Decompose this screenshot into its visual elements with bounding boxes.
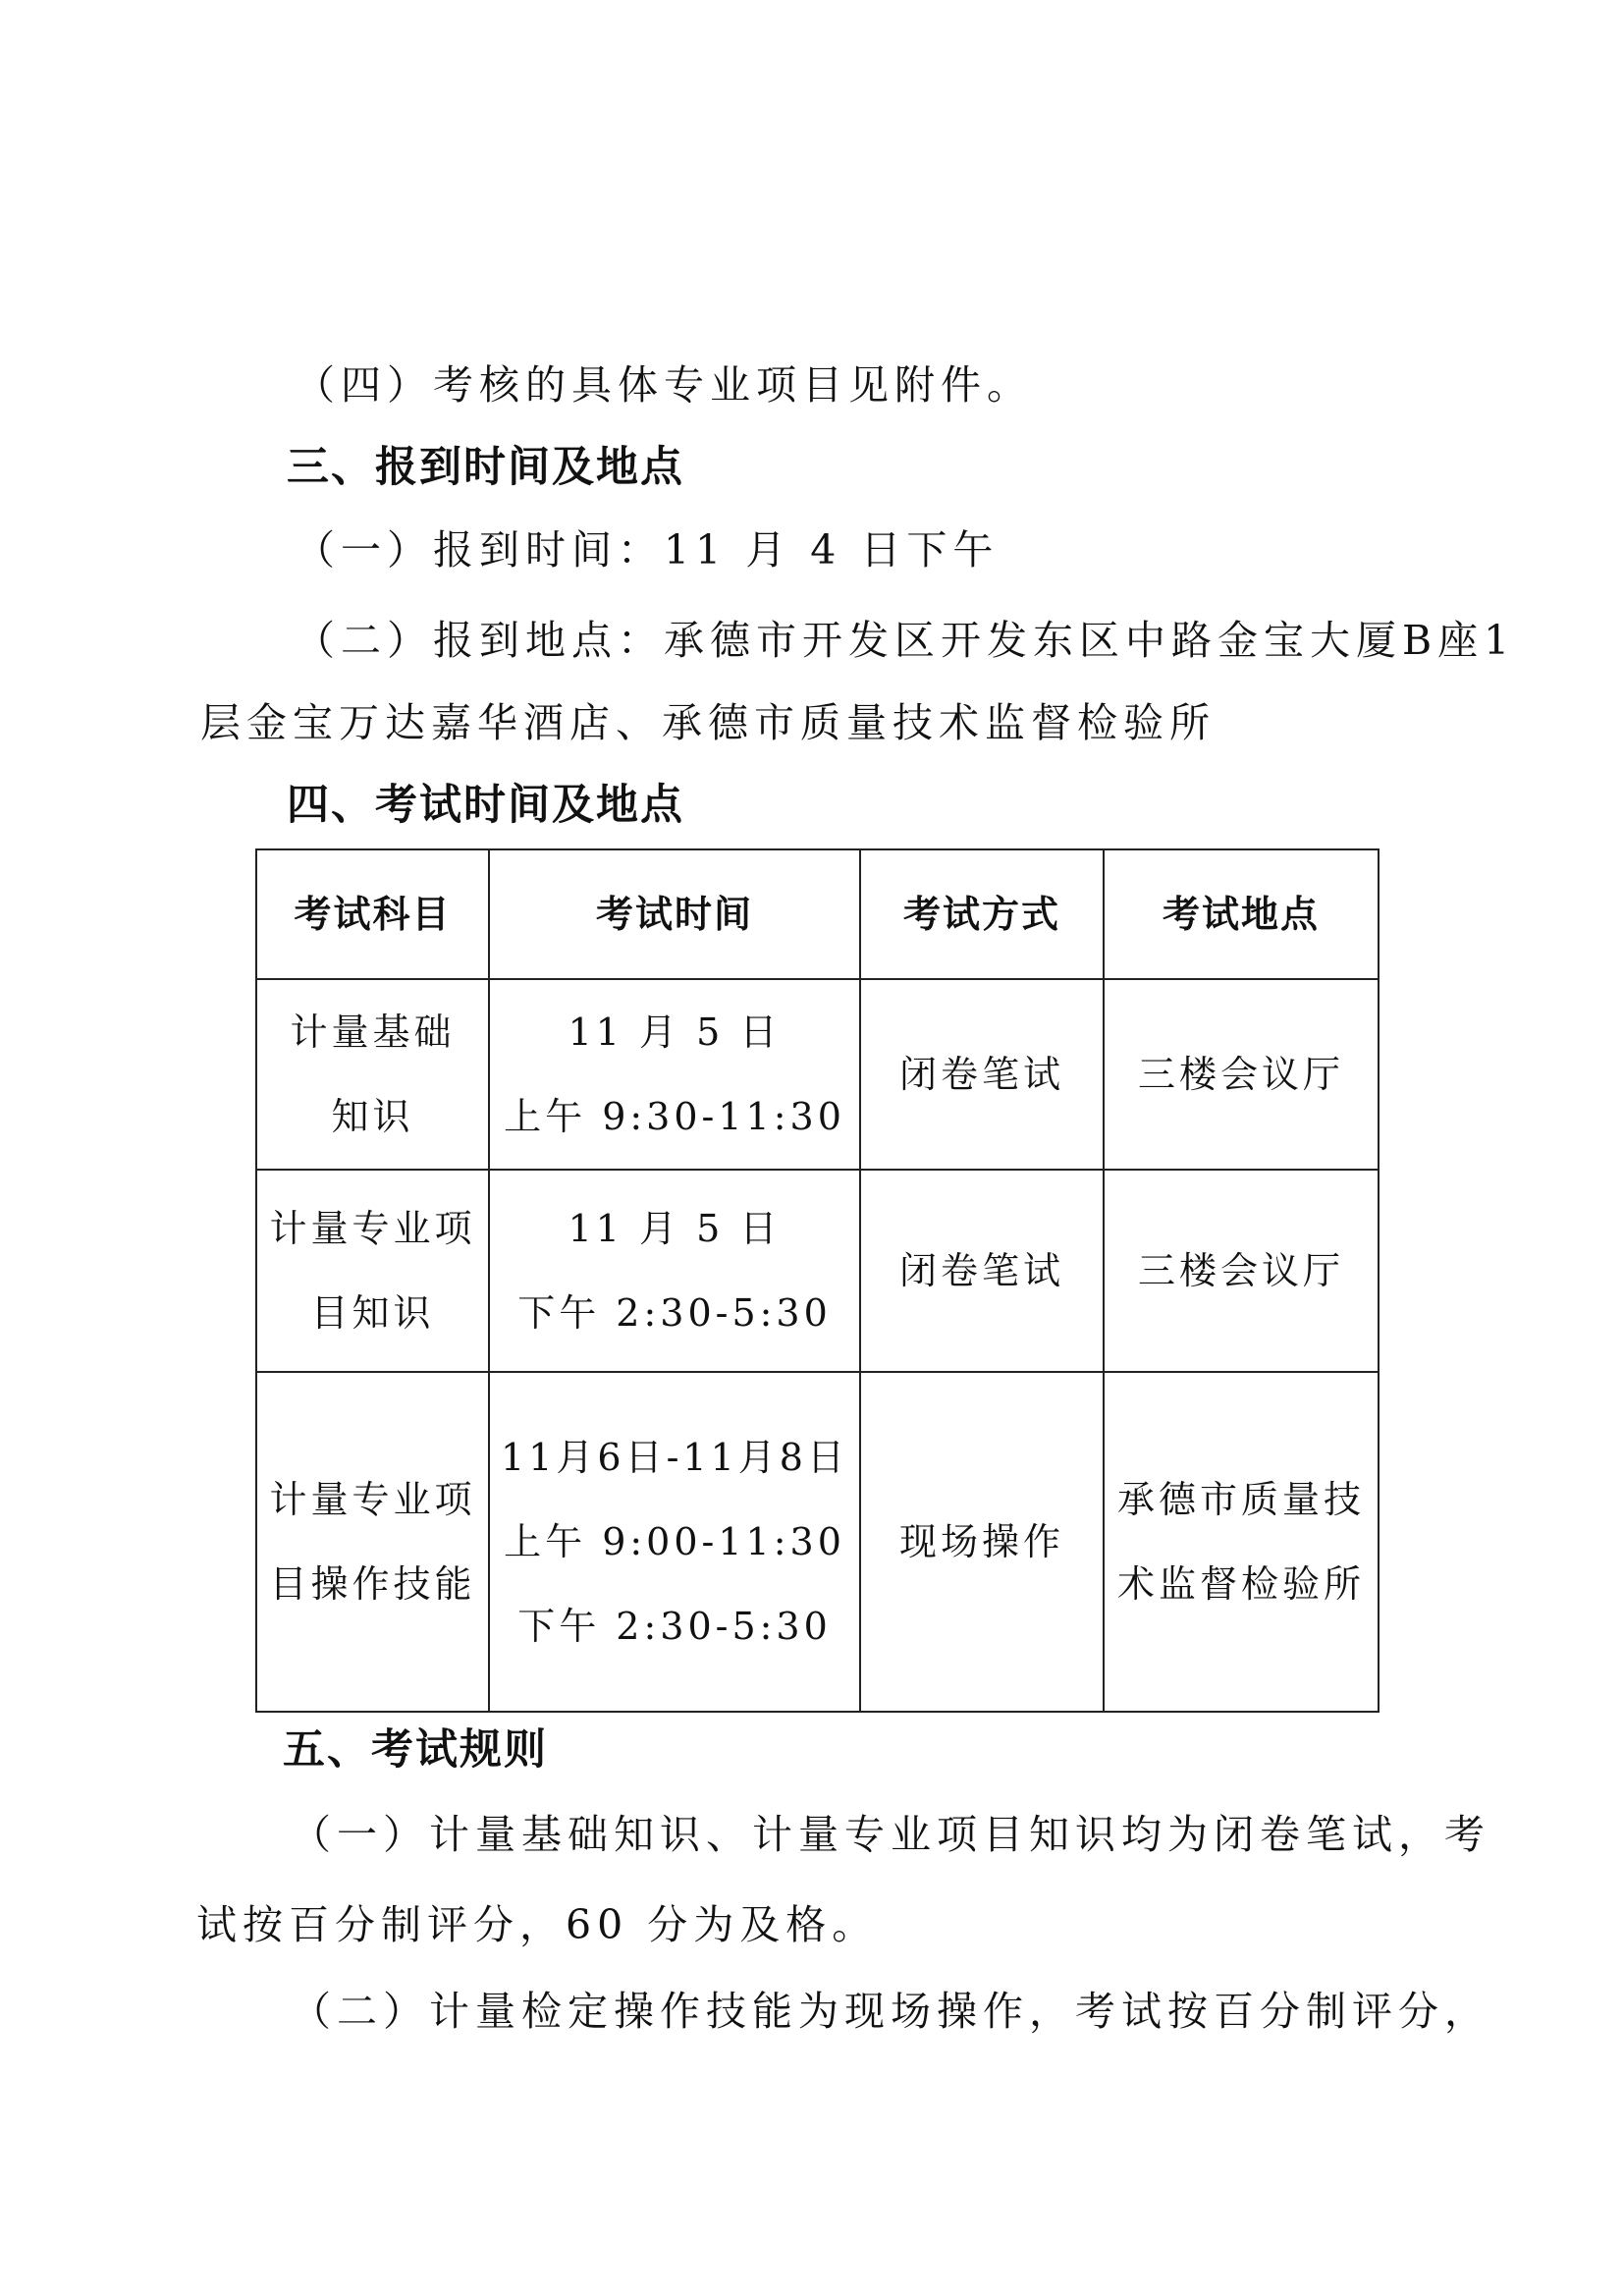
cell-time <box>489 979 860 1170</box>
heading-registration: 三、报到时间及地点 <box>287 443 684 492</box>
cell-line: 计量专业项 <box>269 1478 476 1521</box>
cell-place <box>1104 1372 1379 1712</box>
cell-line: 下午 2:30-5:30 <box>517 1291 832 1335</box>
paragraph-rule-1-cont: 试按百分制评分，60 分为及格。 <box>196 1901 879 1948</box>
heading-exam-schedule: 四、考试时间及地点 <box>287 781 684 830</box>
paragraph-registration-place-cont: 层金宝万达嘉华酒店、承德市质量技术监督检验所 <box>200 699 1216 746</box>
cell-time <box>489 1372 860 1712</box>
cell-line: 目操作技能 <box>269 1562 476 1606</box>
header-method: 考试方式 <box>860 849 1104 979</box>
cell-line: 上午 9:30-11:30 <box>504 1095 845 1138</box>
cell-line: 术监督检验所 <box>1116 1562 1365 1606</box>
cell-subject <box>256 1170 489 1372</box>
heading-exam-rules: 五、考试规则 <box>283 1725 548 1775</box>
cell-line: 目知识 <box>310 1291 435 1335</box>
cell-line: 计量专业项 <box>269 1207 476 1250</box>
paragraph-rule-1: （一）计量基础知识、计量专业项目知识均为闭卷笔试，考 <box>291 1811 1490 1858</box>
header-place: 考试地点 <box>1104 849 1379 979</box>
cell-line: 11 月 5 日 <box>568 1011 782 1054</box>
cell-place <box>1104 1170 1379 1372</box>
cell-line: 三楼会议厅 <box>1137 1053 1344 1096</box>
cell-subject <box>256 979 489 1170</box>
cell-line: 11 月 5 日 <box>568 1207 782 1250</box>
table-row <box>256 979 1379 1170</box>
cell-line: 11月6日-11月8日 <box>501 1436 848 1479</box>
paragraph-registration-place: （二）报到地点：承德市开发区开发东区中路金宝大厦B座1 <box>295 617 1516 664</box>
cell-subject <box>256 1372 489 1712</box>
header-subject: 考试科目 <box>256 849 489 979</box>
header-time: 考试时间 <box>489 849 860 979</box>
paragraph-rule-2: （二）计量检定操作技能为现场操作，考试按百分制评分， <box>291 1988 1490 2035</box>
cell-place <box>1104 979 1379 1170</box>
cell-line: 上午 9:00-11:30 <box>504 1520 845 1563</box>
cell-time <box>489 1170 860 1372</box>
table-header-row <box>256 849 1379 979</box>
cell-line: 三楼会议厅 <box>1137 1249 1344 1292</box>
cell-method: 现场操作 <box>860 1372 1104 1712</box>
cell-method: 闭卷笔试 <box>860 979 1104 1170</box>
cell-method: 闭卷笔试 <box>860 1170 1104 1372</box>
table-row <box>256 1372 1379 1712</box>
cell-line: 下午 2:30-5:30 <box>517 1605 832 1648</box>
paragraph-item-4: （四）考核的具体专业项目见附件。 <box>295 361 1033 409</box>
cell-line: 计量基础 <box>290 1011 456 1054</box>
cell-line: 承德市质量技 <box>1116 1478 1365 1521</box>
exam-schedule-table <box>255 848 1380 1713</box>
paragraph-registration-time: （一）报到时间：11 月 4 日下午 <box>295 526 1000 574</box>
cell-line: 知识 <box>331 1095 414 1138</box>
table-row <box>256 1170 1379 1372</box>
